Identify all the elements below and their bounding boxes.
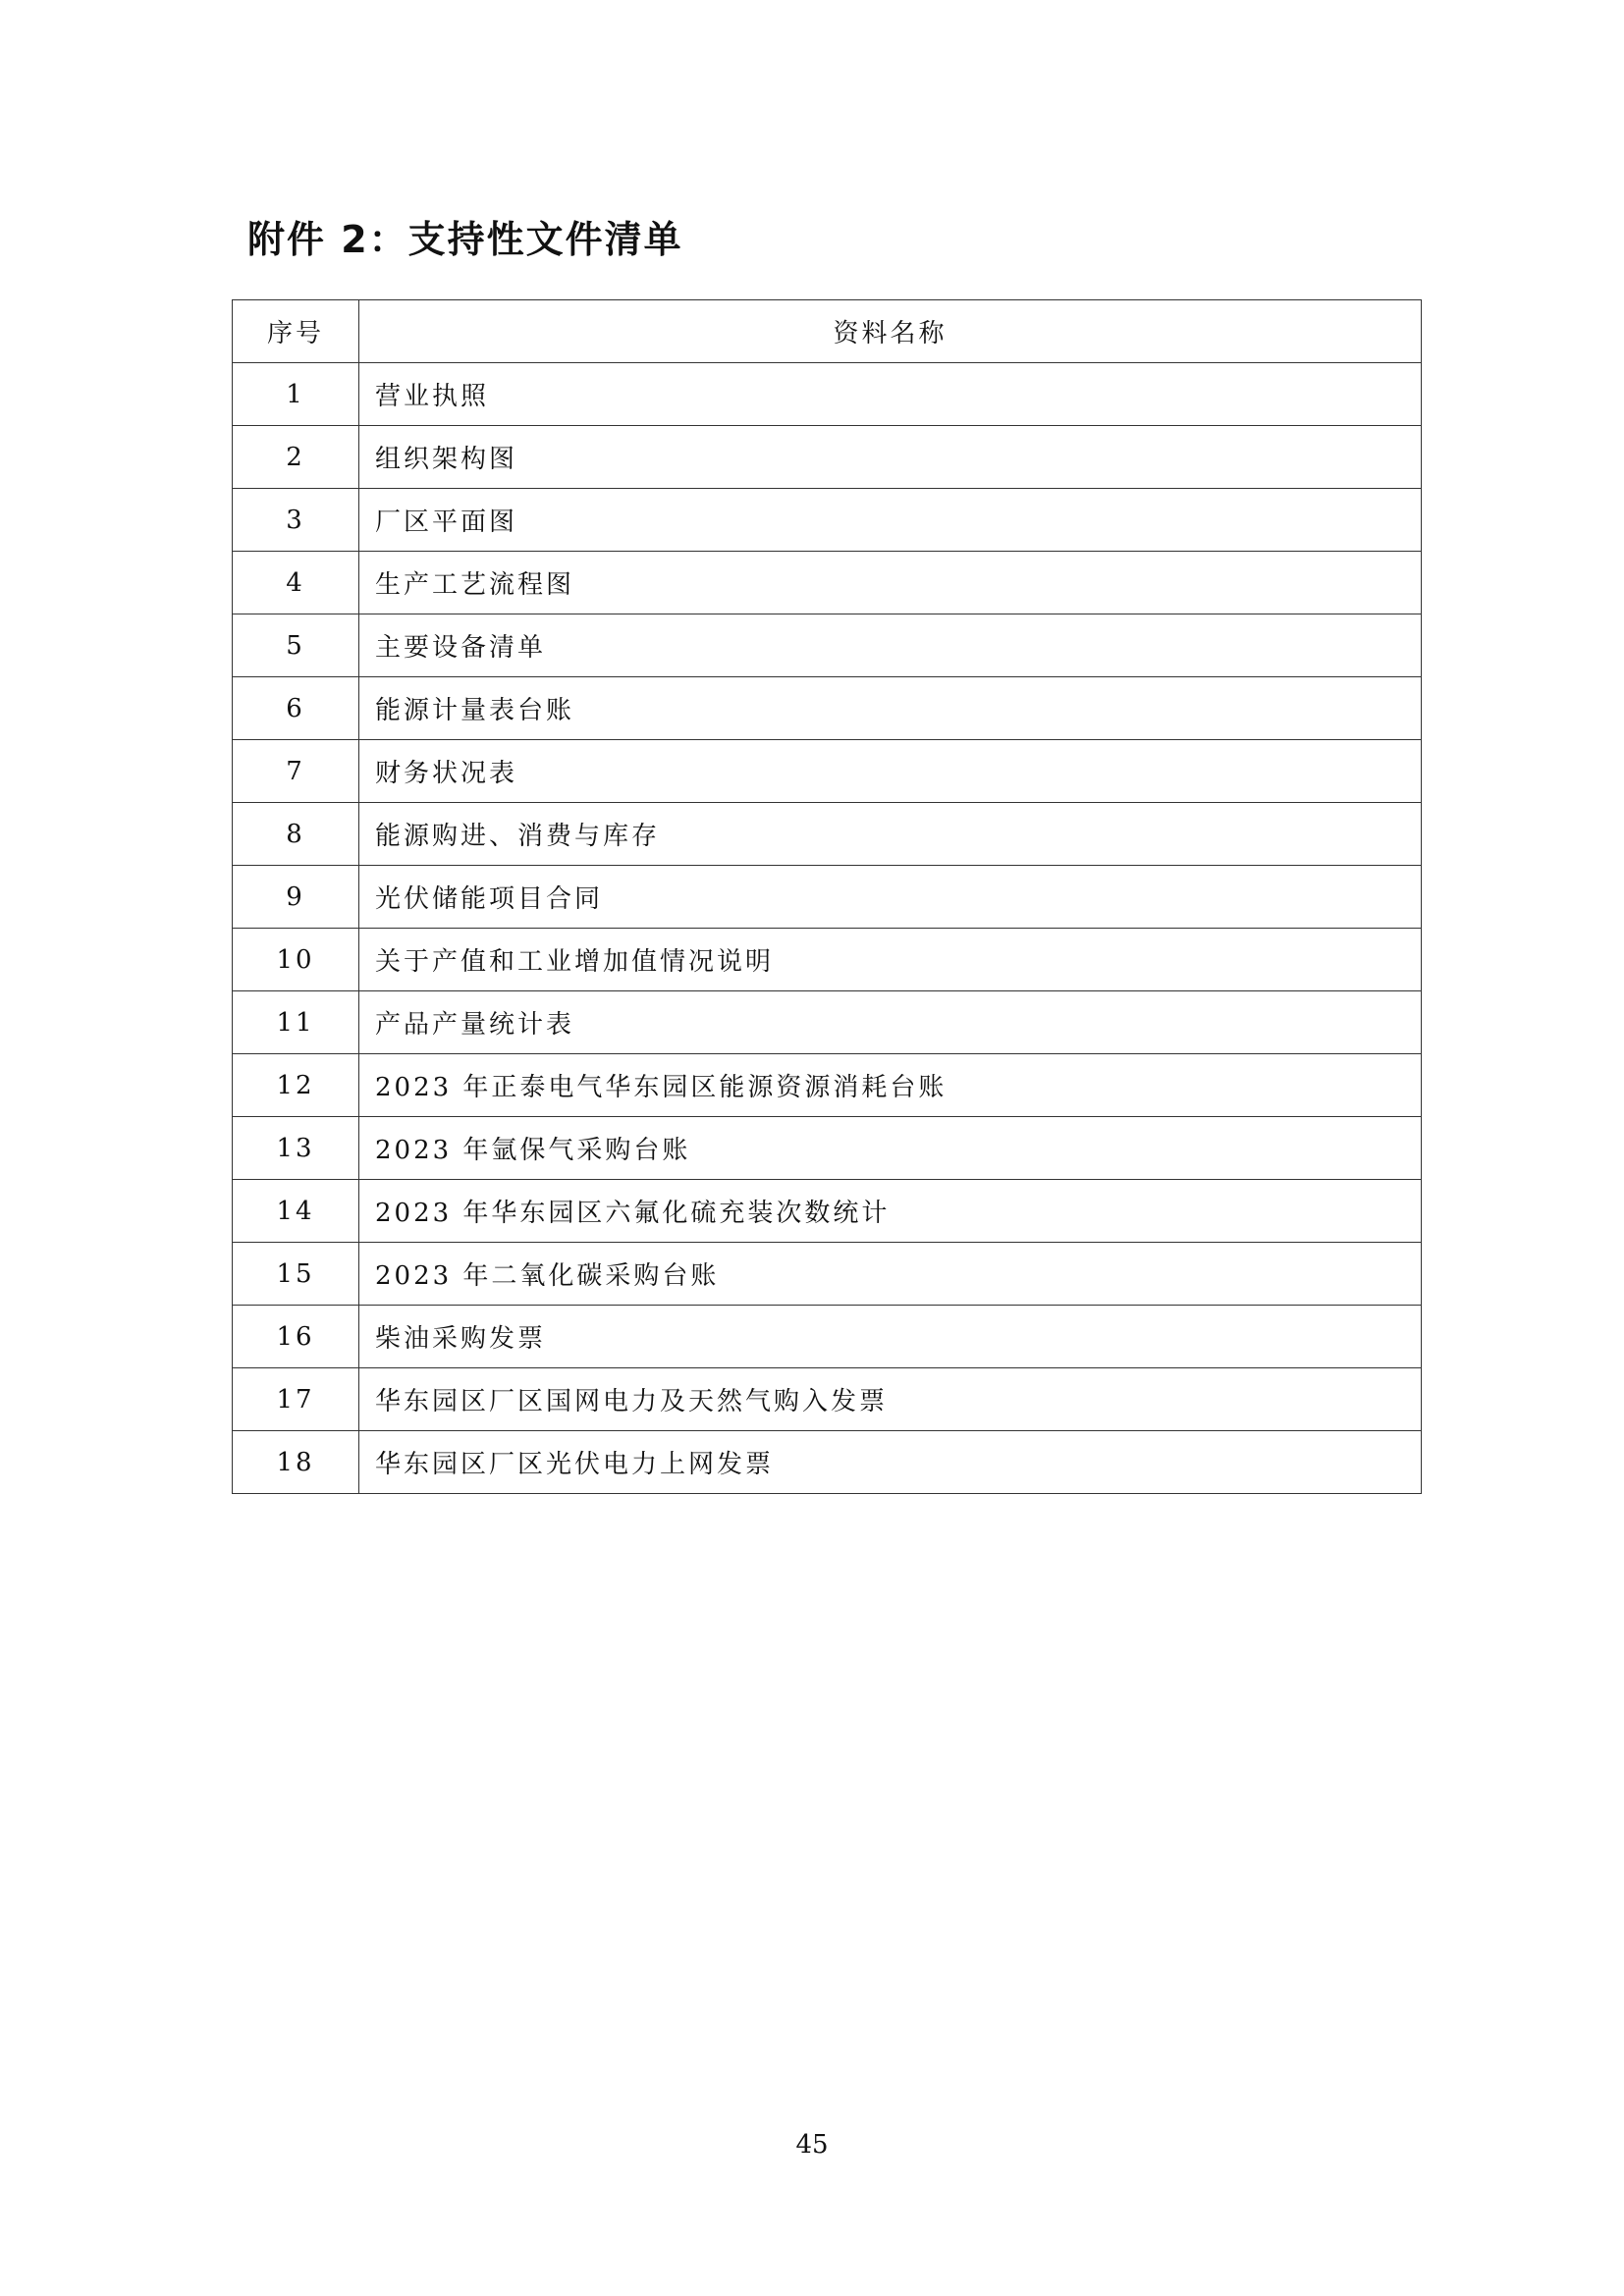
table-row <box>233 1117 1422 1180</box>
table-row <box>233 1180 1422 1243</box>
row-serial-number: 3 <box>233 489 359 552</box>
table-row <box>233 1431 1422 1494</box>
page-number: 45 <box>795 2130 829 2160</box>
row-document-name: 组织架构图 <box>359 426 1422 489</box>
row-serial-number: 16 <box>233 1306 359 1368</box>
row-document-name: 营业执照 <box>359 363 1422 426</box>
row-serial-number: 10 <box>233 929 359 991</box>
table-row <box>233 1368 1422 1431</box>
table-row <box>233 552 1422 614</box>
table-row <box>233 740 1422 803</box>
row-serial-number: 8 <box>233 803 359 866</box>
row-document-name: 2023 年华东园区六氟化硫充装次数统计 <box>359 1180 1422 1243</box>
table-header-row <box>233 300 1422 363</box>
row-serial-number: 15 <box>233 1243 359 1306</box>
table-row <box>233 614 1422 677</box>
row-serial-number: 12 <box>233 1054 359 1117</box>
table-row <box>233 363 1422 426</box>
row-serial-number: 11 <box>233 991 359 1054</box>
table-row <box>233 1306 1422 1368</box>
row-serial-number: 5 <box>233 614 359 677</box>
row-document-name: 2023 年氩保气采购台账 <box>359 1117 1422 1180</box>
row-document-name: 厂区平面图 <box>359 489 1422 552</box>
table-row <box>233 489 1422 552</box>
row-document-name: 华东园区厂区光伏电力上网发票 <box>359 1431 1422 1494</box>
row-document-name: 财务状况表 <box>359 740 1422 803</box>
row-document-name: 2023 年正泰电气华东园区能源资源消耗台账 <box>359 1054 1422 1117</box>
row-serial-number: 13 <box>233 1117 359 1180</box>
row-serial-number: 14 <box>233 1180 359 1243</box>
row-serial-number: 6 <box>233 677 359 740</box>
row-document-name: 光伏储能项目合同 <box>359 866 1422 929</box>
table-row <box>233 803 1422 866</box>
table-row <box>233 1243 1422 1306</box>
row-document-name: 华东园区厂区国网电力及天然气购入发票 <box>359 1368 1422 1431</box>
row-document-name: 能源计量表台账 <box>359 677 1422 740</box>
row-document-name: 能源购进、消费与库存 <box>359 803 1422 866</box>
row-serial-number: 18 <box>233 1431 359 1494</box>
row-document-name: 柴油采购发票 <box>359 1306 1422 1368</box>
supporting-documents-table <box>232 299 1422 1494</box>
row-document-name: 产品产量统计表 <box>359 991 1422 1054</box>
row-serial-number: 9 <box>233 866 359 929</box>
row-document-name: 2023 年二氧化碳采购台账 <box>359 1243 1422 1306</box>
table-body <box>233 363 1422 1494</box>
header-document-name: 资料名称 <box>359 300 1422 363</box>
row-serial-number: 4 <box>233 552 359 614</box>
header-serial-number: 序号 <box>233 300 359 363</box>
row-document-name: 生产工艺流程图 <box>359 552 1422 614</box>
table-row <box>233 929 1422 991</box>
row-serial-number: 2 <box>233 426 359 489</box>
row-document-name: 主要设备清单 <box>359 614 1422 677</box>
table-row <box>233 866 1422 929</box>
row-serial-number: 1 <box>233 363 359 426</box>
row-serial-number: 7 <box>233 740 359 803</box>
table-row <box>233 1054 1422 1117</box>
row-serial-number: 17 <box>233 1368 359 1431</box>
row-document-name: 关于产值和工业增加值情况说明 <box>359 929 1422 991</box>
page-title: 附件 2：支持性文件清单 <box>247 218 683 261</box>
table-row <box>233 426 1422 489</box>
table-row <box>233 991 1422 1054</box>
table-row <box>233 677 1422 740</box>
